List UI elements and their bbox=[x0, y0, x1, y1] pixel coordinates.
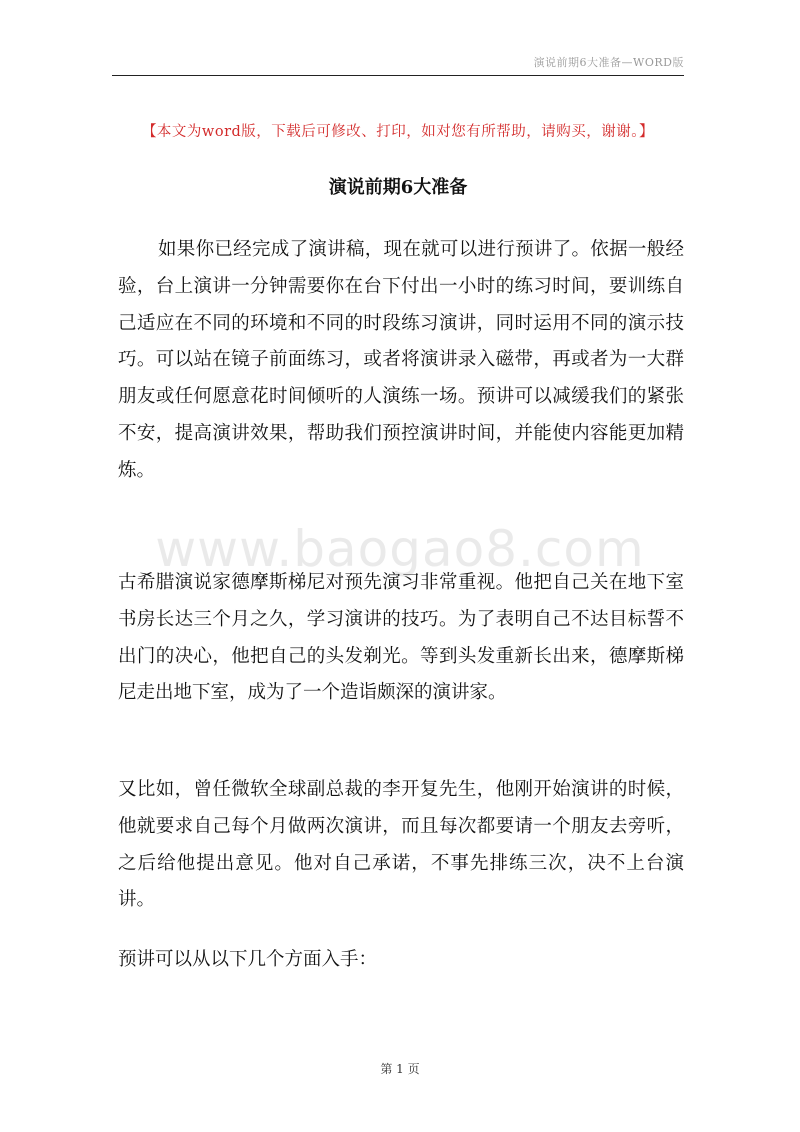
page-number: 第 1 页 bbox=[380, 1062, 420, 1076]
page-header: 演说前期6大准备—WORD版 bbox=[533, 56, 684, 69]
paragraph-demosthenes: 古希腊演说家德摩斯梯尼对预先演习非常重视。他把自己关在地下室书房长达三个月之久，学习演讲的技巧。为了表明自己不达目标誓不出门的决心，他把自己的头发剃光。等到头发重新长出来，德摩斯梯尼走出地下室，成为了一个造诣颇深的演讲家。 bbox=[118, 572, 684, 704]
paragraph-kaifu-lee: 又比如，曾任微软全球副总裁的李开复先生，他刚开始演讲的时候，他就要求自己每个月做两次演讲，而且每次都要请一个朋友去旁听，之后给他提出意见。他对自己承诺，不事先排练三次，决不上台演讲。 bbox=[118, 779, 684, 911]
header-divider bbox=[112, 75, 684, 76]
paragraph-preview-intro: 预讲可以从以下几个方面入手： bbox=[118, 949, 378, 970]
paragraph-intro: 如果你已经完成了演讲稿，现在就可以进行预讲了。依据一般经验，台上演讲一分钟需要你在台下付出一小时的练习时间，要训练自己适应在不同的环境和不同的时段练习演讲，同时运用不同的演示技巧。可以站在镜子前面练习，或者将演讲录入磁带，再或者为一大群朋友或任何愿意花时间倾听的人演练一场。预讲可以减缓我们的紧张不安，提高演讲效果，帮助我们预控演讲时间，并能使内容能更加精炼。 bbox=[118, 239, 684, 481]
document-title: 演说前期6大准备 bbox=[328, 177, 468, 198]
watermark: www.baogao8.com bbox=[155, 520, 645, 578]
purchase-notice: 【本文为word版，下载后可修改、打印，如对您有所帮助，请购买，谢谢。】 bbox=[141, 124, 655, 140]
